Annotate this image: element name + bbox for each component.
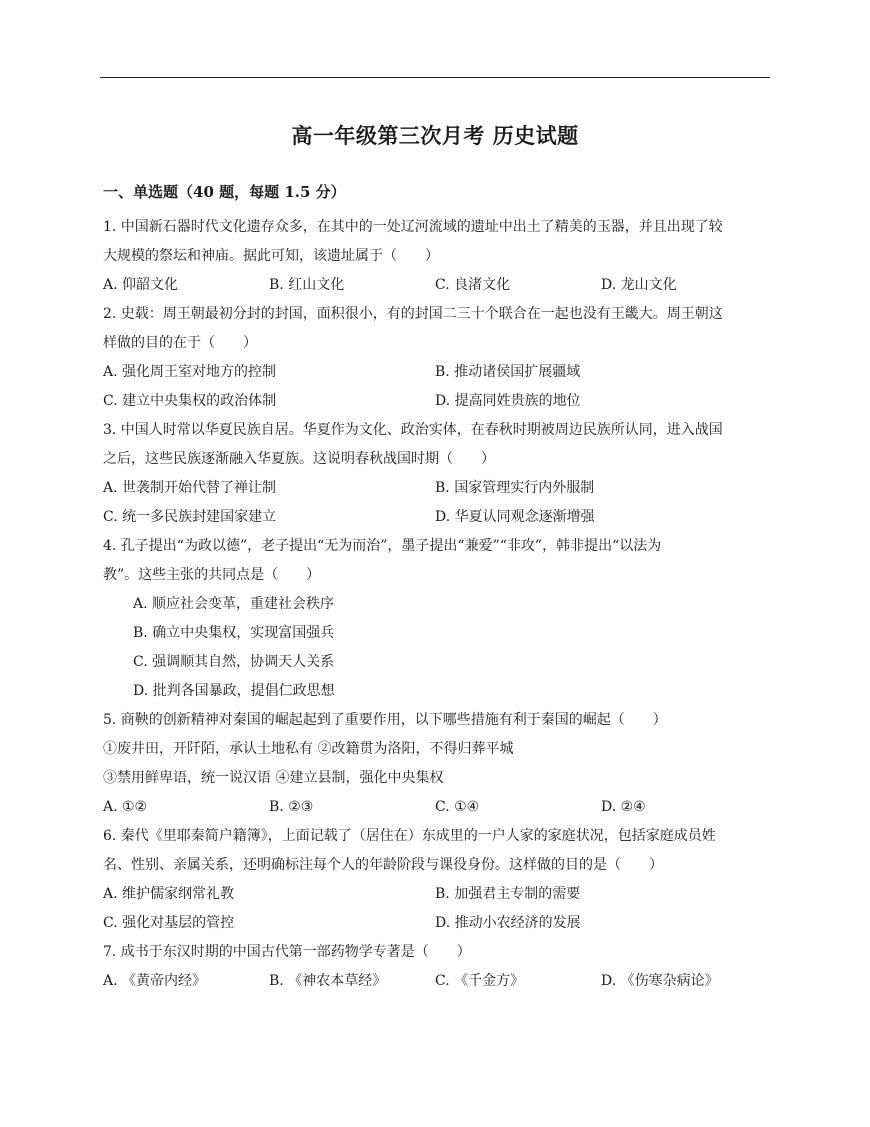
options-row: [103, 503, 767, 532]
page-title: 高一年级第三次月考 历史试题: [291, 123, 579, 148]
question-7: [103, 938, 767, 996]
option-a: A. 顺应社会变革，重建社会秩序: [133, 596, 335, 612]
question-stem-line: 大规模的祭坛和神庙。据此可知，该遗址属于（ ）: [103, 248, 439, 264]
options-row: [103, 880, 767, 909]
option-c: C. 强化对基层的管控: [103, 915, 235, 931]
options-row: [103, 967, 767, 996]
question-stem-line: 3. 中国人时常以华夏民族自居。华夏作为文化、政治实体，在春秋时期被周边民族所认同，进入战国: [103, 422, 723, 438]
option-a: A. ①②: [103, 799, 148, 815]
option-b: B. ②③: [269, 799, 314, 815]
option-a: A. 强化周王室对地方的控制: [103, 364, 277, 380]
question-stem-line: 7. 成书于东汉时期的中国古代第一部药物学专著是（ ）: [103, 944, 471, 960]
option-d: D. 批判各国暴政，提倡仁政思想: [133, 683, 335, 699]
option-b: B. 红山文化: [269, 277, 345, 293]
option-c: C. 统一多民族封建国家建立: [103, 509, 277, 525]
option-c: C. ①④: [435, 799, 480, 815]
option-b: B. 加强君主专制的需要: [435, 886, 581, 902]
options-row: [103, 358, 767, 387]
options-row: [103, 793, 767, 822]
question-3: [103, 416, 767, 532]
question-2: [103, 300, 767, 416]
option-d: D. 提高同姓贵族的地位: [435, 393, 581, 409]
options-row: [103, 387, 767, 416]
options-row: [103, 909, 767, 938]
question-4: [103, 532, 767, 706]
option-c: C. 强调顺其自然，协调天人关系: [133, 654, 335, 670]
option-c: C. 建立中央集权的政治体制: [103, 393, 277, 409]
option-d: D. 推动小农经济的发展: [435, 915, 581, 931]
option-b: B. 推动诸侯国扩展疆域: [435, 364, 581, 380]
option-d: D. 华夏认同观念逐渐增强: [435, 509, 595, 525]
option-d: D. 《伤寒杂病论》: [601, 973, 719, 989]
options-row: [103, 474, 767, 503]
question-stem-line: 教”。这些主张的共同点是（ ）: [103, 567, 321, 583]
section-heading: 一、单选题（40 题，每题 1.5 分）: [103, 183, 346, 201]
question-stem-line: ①废井田，开阡陌，承认土地私有 ②改籍贯为洛阳，不得归葬平城: [103, 741, 514, 757]
option-d: D. 龙山文化: [601, 277, 677, 293]
option-a: A. 维护儒家纲常礼教: [103, 886, 235, 902]
question-stem-line: 名、性别、亲属关系，还明确标注每个人的年龄阶段与课役身份。这样做的目的是（ ）: [103, 857, 663, 873]
question-stem-line: 4. 孔子提出“为政以德”，老子提出“无为而治”，墨子提出“兼爱”“非攻”，韩非提出“以法为: [103, 538, 662, 554]
option-d: D. ②④: [601, 799, 646, 815]
question-stem-line: 5. 商鞅的创新精神对秦国的崛起起到了重要作用，以下哪些措施有利于秦国的崛起（ ）: [103, 712, 667, 728]
option-b: B. 确立中央集权，实现富国强兵: [133, 625, 335, 641]
option-a: A. 《黄帝内经》: [103, 973, 207, 989]
question-stem-line: ③禁用鲜卑语，统一说汉语 ④建立县制，强化中央集权: [103, 770, 444, 786]
question-5: [103, 706, 767, 822]
option-b: B. 国家管理实行内外服制: [435, 480, 595, 496]
option-c: C. 《千金方》: [435, 973, 525, 989]
question-6: [103, 822, 767, 938]
question-stem-line: 之后，这些民族逐渐融入华夏族。这说明春秋战国时期（ ）: [103, 451, 495, 467]
options-row: [103, 271, 767, 300]
question-stem-line: 6. 秦代《里耶秦简户籍簿》，上面记载了（居住在）东成里的一户人家的家庭状况，包括家庭成员姓: [103, 828, 716, 844]
option-c: C. 良渚文化: [435, 277, 511, 293]
option-b: B. 《神农本草经》: [269, 973, 387, 989]
header-rule: [100, 77, 770, 78]
question-stem-line: 样做的目的在于（ ）: [103, 335, 257, 351]
option-a: A. 世袭制开始代替了禅让制: [103, 480, 277, 496]
question-1: [103, 213, 767, 300]
question-stem-line: 2. 史载：周王朝最初分封的封国，面积很小，有的封国二三十个联合在一起也没有王畿大。周王朝这: [103, 306, 723, 322]
option-a: A. 仰韶文化: [103, 277, 179, 293]
question-list: [103, 213, 767, 996]
question-stem-line: 1. 中国新石器时代文化遗存众多，在其中的一处辽河流域的遗址中出土了精美的玉器，并且出现了较: [103, 219, 723, 235]
